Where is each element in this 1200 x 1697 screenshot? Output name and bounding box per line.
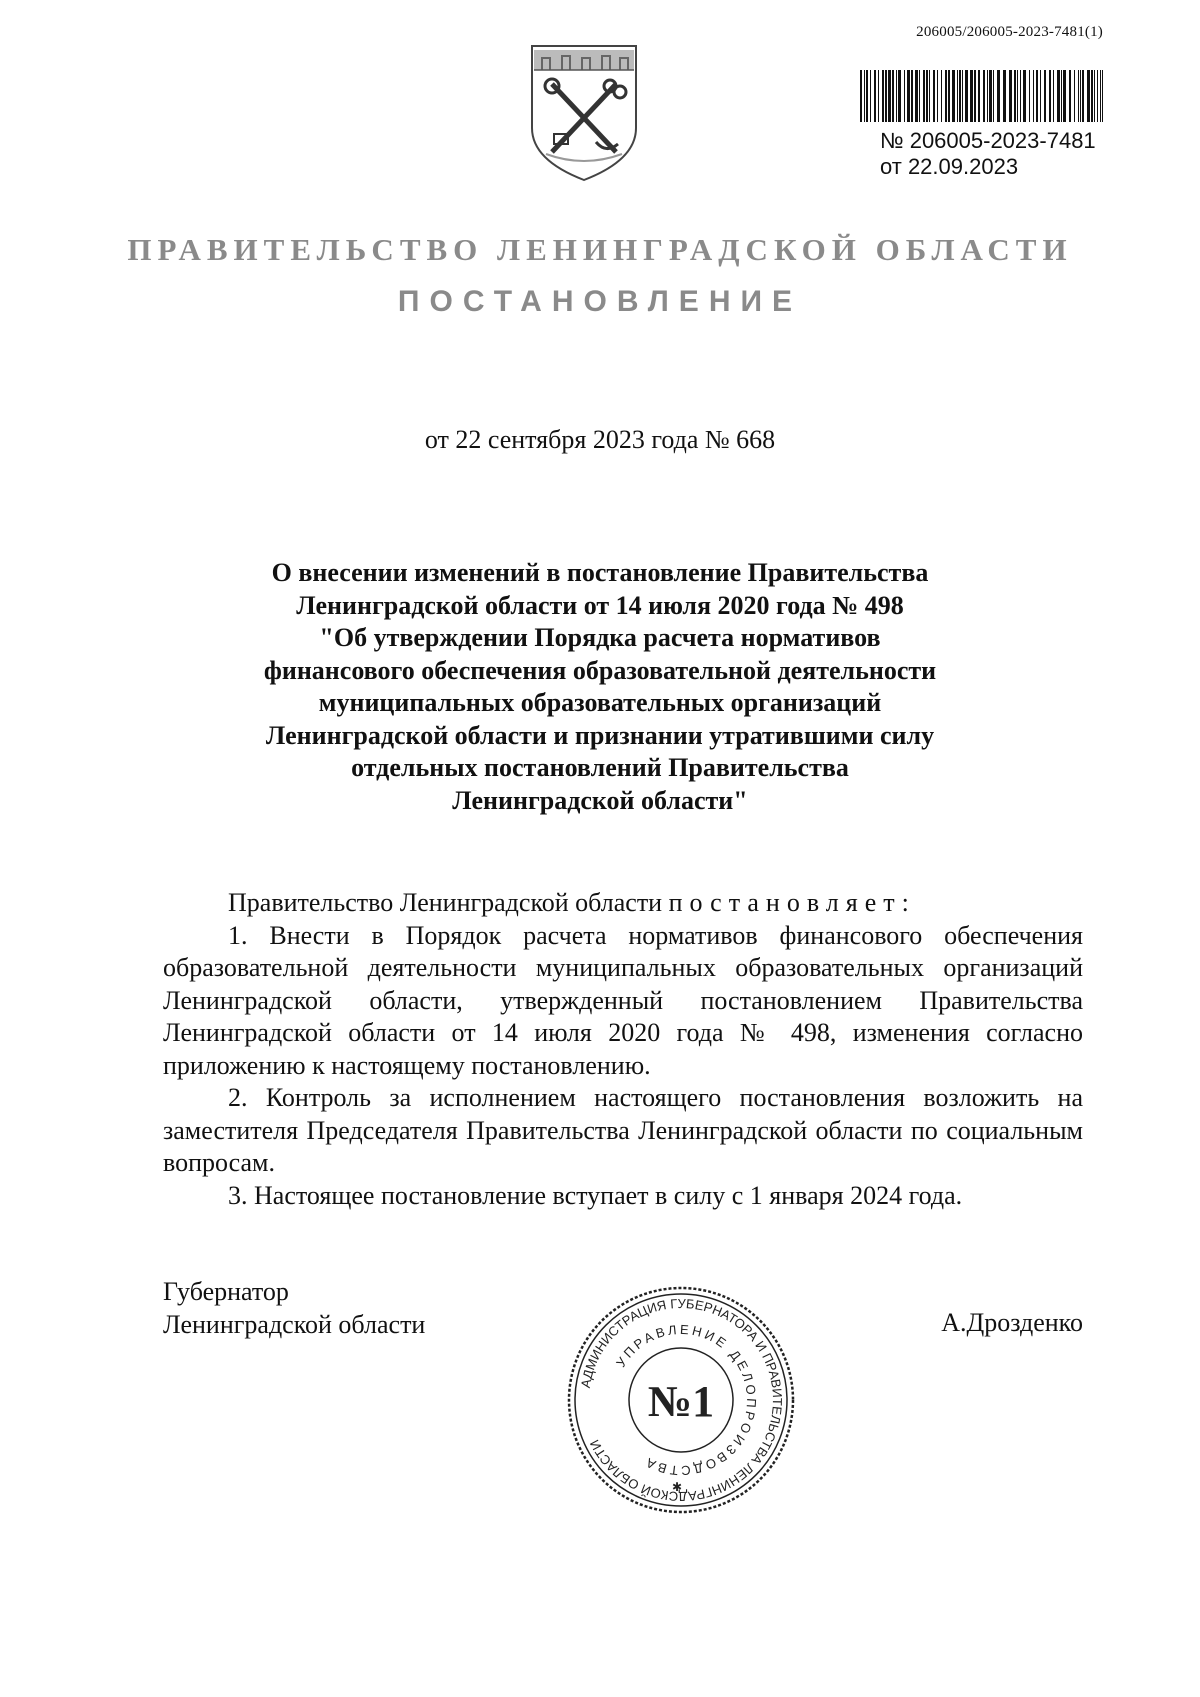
barcode-bar [933,70,935,122]
barcode-bar [882,70,884,122]
barcode-bar [870,70,871,122]
barcode-bar [919,70,920,122]
barcode-bar [860,70,862,122]
barcode-bar [1102,70,1103,122]
barcode-bar [864,70,865,122]
barcode-bar [941,70,942,122]
barcode-bar [937,70,938,122]
barcode-bar [892,70,894,122]
barcode-bar [885,70,887,122]
official-seal-icon [565,1284,797,1516]
barcode-bar [945,70,947,122]
barcode-bar [952,70,955,122]
barcode-bar [1080,70,1081,122]
barcode-bar [878,70,879,122]
intro-keyword: постановляет [668,888,902,917]
barcode-bar [1040,70,1041,122]
document-type: ПОСТАНОВЛЕНИЕ [397,285,803,318]
barcode-bar [1057,70,1060,122]
title-line: отдельных постановлений Правительства [351,753,849,782]
barcode-bar [1061,70,1062,122]
barcode-bar [1017,70,1018,122]
registration-date: от 22.09.2023 [880,154,1019,179]
signer-position-line-2: Ленинградской области [163,1310,426,1339]
barcode-bar [898,70,901,122]
barcode-bar [866,70,868,122]
title-line: Ленинградской области и признании утратившими силу [265,720,935,750]
barcode-bar [962,70,963,122]
barcode-bar [1097,70,1098,122]
barcode-bar [993,70,994,122]
barcode-bar [1087,70,1090,122]
barcode-bar [1094,70,1095,122]
title-line: Ленинградской области от 14 июля 2020 года № 498 [296,590,904,620]
item-1-paragraph: 1. Внести в Порядок расчета нормативов финансового обеспечения образовательной деятельности муниципальных образовательных организаций Ленинградской области, утвержденный постановлением Правительства Ленинградской области от 14 июля 2020 года № 498, изменения согласно приложению к настоящему постановлению. [163,920,1083,1080]
document-title [160,557,1040,817]
seal-center-number: №1 [647,1377,715,1426]
barcode-bar [1091,70,1093,122]
barcode-bar [874,70,876,122]
seal-inner-text: УПРАВЛЕНИЕ ДЕЛОПРОИЗВОДСТВА [612,1321,760,1479]
barcode-bar [989,70,992,122]
coat-of-arms-icon [528,42,640,184]
barcode-bar [1082,70,1084,122]
barcode-bar [1029,70,1030,122]
title-line: "Об утверждении Порядка расчета нормативов [319,623,881,652]
barcode-bar [911,70,913,122]
document-body [163,887,1083,1212]
barcode-bar [1069,70,1071,122]
barcode-bar [987,70,988,122]
signer-position [163,1275,425,1341]
barcode-bar [974,70,976,122]
document-id: 206005/206005-2023-7481(1) [916,24,1103,40]
signer-position-line-1: Губернатор [163,1277,289,1306]
barcode-bar [970,70,973,122]
barcode-bar [1049,70,1051,122]
title-line: финансового обеспечения образовательной деятельности [263,655,937,685]
barcode-bar [965,70,968,122]
barcode-bar [1009,70,1012,122]
barcode-bar [1036,70,1038,122]
barcode-bar [888,70,891,122]
barcode-bar [1044,70,1046,122]
title-line: муниципальных образовательных организаций [318,688,882,717]
intro-colon: : [901,888,909,917]
barcode-bar [959,70,961,122]
organization-title: ПРАВИТЕЛЬСТВО ЛЕНИНГРАДСКОЙ ОБЛАСТИ [127,232,1073,267]
barcode-bar [929,70,930,122]
barcode-bar [1078,70,1079,122]
barcode-bar [1023,70,1026,122]
title-line: Ленинградской области" [452,785,748,815]
barcode-bar [904,70,905,122]
intro-paragraph [163,887,1083,920]
barcode-bar [907,70,910,122]
barcode-bar [923,70,925,122]
barcode-bar [957,70,958,122]
barcode-bar [1003,70,1006,122]
registration-number: № 206005-2023-7481 [880,128,1096,153]
barcode-bar [896,70,897,122]
item-2-paragraph: 2. Контроль за исполнением настоящего постановления возложить на заместителя Председателя Правительства Ленинградской области по социальным вопросам. [163,1083,1083,1177]
barcode-bar [1014,70,1016,122]
barcode-bar [978,70,980,122]
item-3-paragraph: 3. Настоящее постановление вступает в силу с 1 января 2024 года. [228,1180,963,1210]
barcode-icon [860,70,1103,122]
barcode-bar [1074,70,1075,122]
barcode-bar [997,70,1000,122]
barcode-bar [1053,70,1054,122]
signer-name: А.Дрозденко [941,1308,1083,1337]
seal-star-icon: ✱ [671,1480,683,1494]
barcode-bar [1020,70,1021,122]
title-line: О внесении изменений в постановление Правительства [271,558,929,587]
barcode-bar [1033,70,1034,122]
barcode-bar [948,70,950,122]
barcode-bar [1100,70,1101,122]
seal-outer-text: АДМИНИСТРАЦИЯ ГУБЕРНАТОРА И ПРАВИТЕЛЬСТВА ЛЕНИНГРАДСКОЙ ОБЛАСТИ [577,1295,786,1505]
intro-text: Правительство Ленинградской области [228,888,669,917]
barcode-bar [915,70,918,122]
document-date-number: от 22 сентября 2023 года № 668 [424,425,776,454]
barcode-bar [926,70,928,122]
barcode-bar [1063,70,1066,122]
barcode-bar [983,70,985,122]
